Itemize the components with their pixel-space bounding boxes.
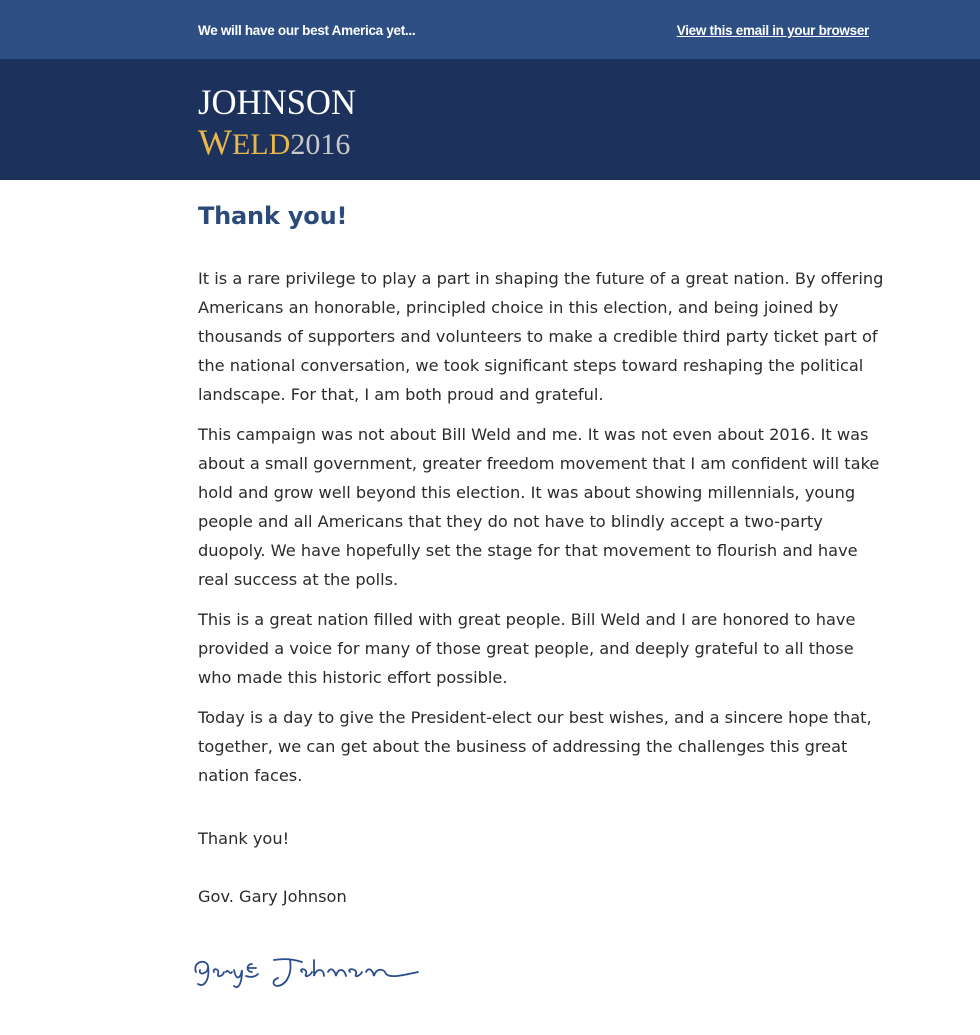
paragraph-4: Today is a day to give the President-elect our best wishes, and a sincere hope that, together, we can get about the business of addressing the challenges this great nation faces. [198,708,872,785]
preheader-bar [0,0,980,59]
email-content [198,180,888,911]
paragraph-3: This is a great nation filled with great people. Bill Weld and I are honored to have provided a voice for many of those great people, and deeply grateful to all those who made this historic effort possible. [198,610,856,687]
signer-name: Gov. Gary Johnson [198,887,347,906]
preheader-tagline: We will have our best America yet... [198,23,416,38]
paragraph-1: It is a rare privilege to play a part in shaping the future of a great nation. By offering Americans an honorable, principled choice in this election, and being joined by thousands of supporters and volunteers to make a credible third party ticket part of the national conversation, we took significant steps toward reshaping the political landscape. For that, I am both proud and grateful. [198,269,884,404]
handwritten-signature [190,950,430,995]
svg-text:JOHNSON: JOHNSON [198,82,356,122]
message-body [198,264,888,790]
johnson-weld-logo [198,81,368,161]
svg-text:WELD2016: WELD2016 [198,122,351,161]
page-title: Thank you! [198,202,348,230]
view-in-browser-link[interactable]: View this email in your browser [676,23,869,38]
closing-line: Thank you! [198,829,290,848]
paragraph-2: This campaign was not about Bill Weld and me. It was not even about 2016. It was about a small government, greater freedom movement that I am confident will take hold and grow well beyond this election. It was about showing millennials, young people and all Americans that they do not have to blindly accept a two-party duopoly. We have hopefully set the stage for that movement to flourish and have real success at the polls. [198,425,880,589]
header-banner [0,59,980,180]
svg-text:Gary E Johnson: Gary E Johnson [190,950,198,951]
